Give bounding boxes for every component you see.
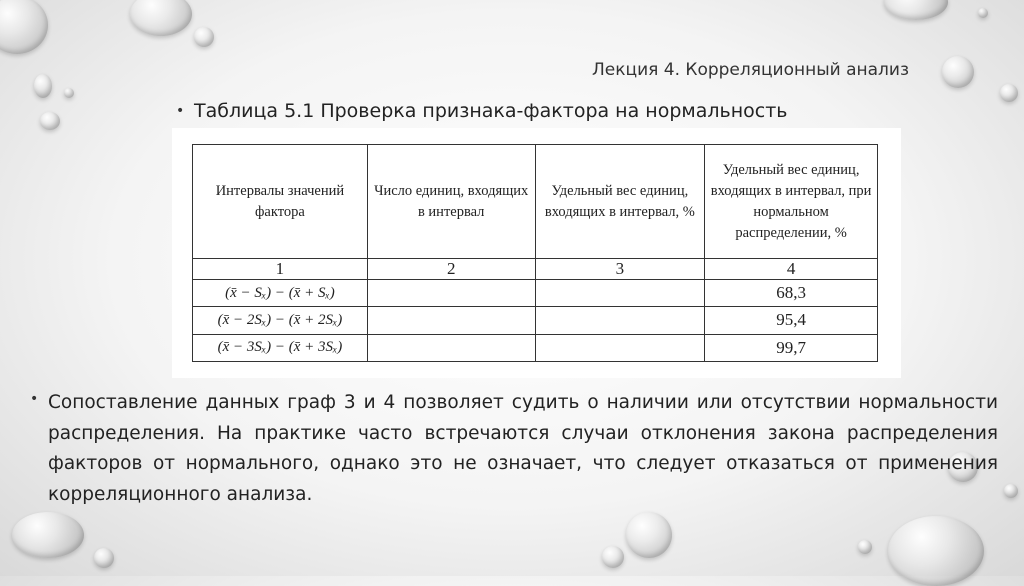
column-number: 3	[535, 259, 705, 280]
water-drop-decoration	[1000, 84, 1018, 102]
share-cell	[535, 334, 705, 361]
water-drop-decoration	[858, 540, 872, 554]
lecture-title: Лекция 4. Корреляционный анализ	[592, 60, 910, 80]
normality-check-table	[192, 144, 878, 362]
normal-share-cell: 99,7	[705, 334, 878, 361]
column-number-row	[193, 259, 878, 280]
water-drop-decoration	[12, 512, 84, 558]
water-drop-decoration	[130, 0, 192, 36]
table-row	[193, 334, 878, 361]
water-drop-decoration	[94, 548, 114, 568]
header-count: Число единиц, входящих в интервал	[367, 145, 535, 259]
water-drop-decoration	[40, 112, 60, 130]
caption-bullet: •	[176, 103, 185, 119]
water-drop-decoration	[942, 56, 974, 88]
body-bullet: •	[30, 391, 39, 407]
water-drop-decoration	[602, 546, 624, 568]
water-drop-decoration	[978, 8, 988, 18]
column-number: 4	[705, 259, 878, 280]
water-drop-decoration	[1004, 484, 1018, 498]
water-drop-decoration	[884, 0, 948, 20]
normal-share-cell: 95,4	[705, 307, 878, 334]
table-row	[193, 280, 878, 307]
water-drop-decoration	[626, 512, 672, 558]
normal-share-cell: 68,3	[705, 280, 878, 307]
water-drop-decoration	[64, 88, 74, 98]
count-cell	[367, 280, 535, 307]
table-caption-text: Таблица 5.1 Проверка признака-фактора на нормальность	[194, 100, 788, 122]
water-drop-decoration	[34, 74, 52, 98]
water-drop-decoration	[0, 0, 48, 54]
body-paragraph: Сопоставление данных граф 3 и 4 позволяет судить о наличии или отсутствии нормальности распределения. На практике часто встречаются случаи отклонения закона распределения факторов от нормального, однако это не означает, что следует отказаться от применения корреляционного анализа.	[48, 392, 998, 505]
count-cell	[367, 334, 535, 361]
table-image-panel	[172, 128, 901, 378]
column-number: 1	[193, 259, 368, 280]
header-intervals: Интервалы значений фактора	[193, 145, 368, 259]
water-drop-decoration	[194, 27, 214, 47]
interval-cell: (x̄ − 2Sₓ) − (x̄ + 2Sₓ)	[193, 307, 368, 334]
header-normal-share: Удельный вес единиц, входящих в интервал, при нормальном распределении, %	[705, 145, 878, 259]
interval-cell: (x̄ − Sₓ) − (x̄ + Sₓ)	[193, 280, 368, 307]
column-number: 2	[367, 259, 535, 280]
share-cell	[535, 307, 705, 334]
interval-cell: (x̄ − 3Sₓ) − (x̄ + 3Sₓ)	[193, 334, 368, 361]
share-cell	[535, 280, 705, 307]
table-header-row	[193, 145, 878, 259]
header-share: Удельный вес единиц, входящих в интервал, %	[535, 145, 705, 259]
count-cell	[367, 307, 535, 334]
table-row	[193, 307, 878, 334]
table-caption	[194, 100, 787, 122]
